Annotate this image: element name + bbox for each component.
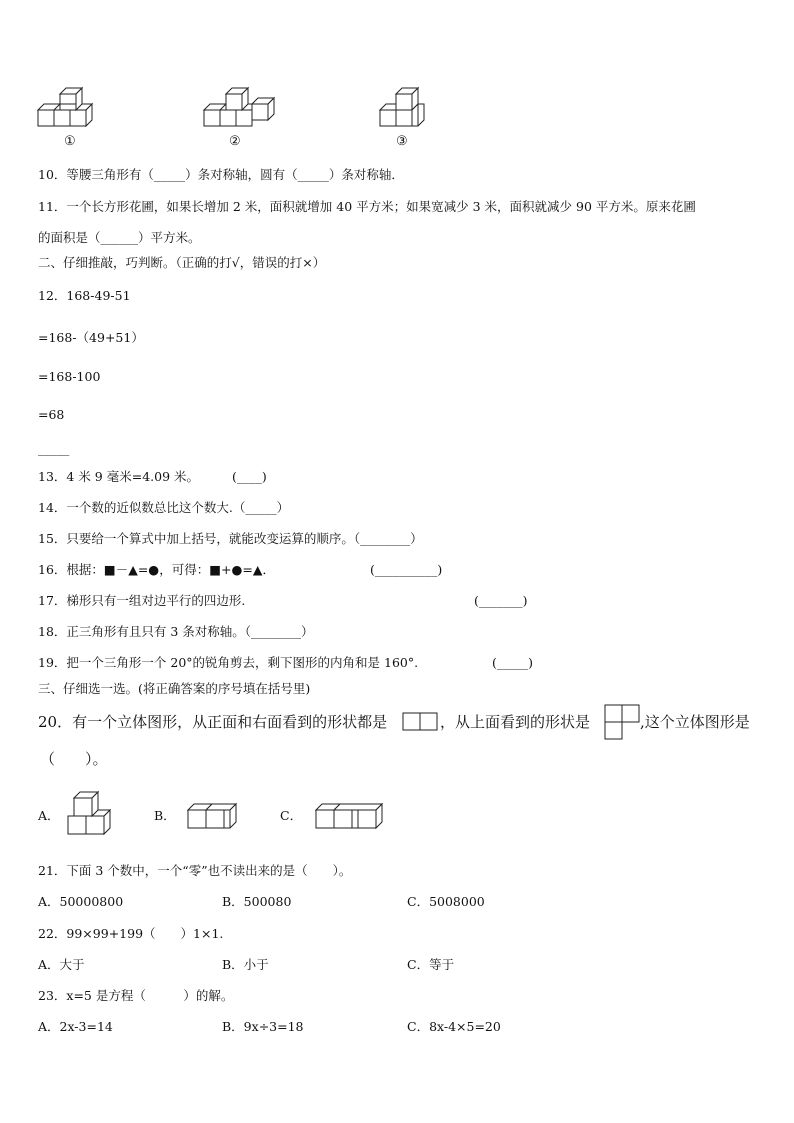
question-19-blank[interactable]: (_____) <box>492 655 534 670</box>
option-a-cube-figure[interactable] <box>66 790 120 836</box>
two-square-view-icon <box>402 712 438 732</box>
question-17-blank[interactable]: (_______) <box>474 593 528 608</box>
section-2-heading: 二、仔细推敲，巧判断。（正确的打√，错误的打×） <box>38 255 326 270</box>
question-22-stem: 22．99×99+199（ ）1×1. <box>38 926 224 941</box>
figure-label-3: ③ <box>396 134 408 149</box>
question-13-blank[interactable]: (____) <box>232 469 267 484</box>
question-11-line-1: 11．一个长方形花圃，如果长增加 2 米，面积就增加 40 平方米；如果宽减少 3 米，面积就减少 90 平方米。原来花圃 <box>38 199 696 214</box>
question-13: 13．4 米 9 毫米=4.09 米。 <box>38 469 200 484</box>
figure-label-2: ② <box>229 134 241 149</box>
question-22-option-a[interactable]: A．大于 <box>38 957 85 972</box>
question-22-option-b[interactable]: B．小于 <box>222 957 269 972</box>
question-12-line-3: =168-100 <box>38 369 101 384</box>
top-view-icon <box>604 704 640 740</box>
cube-figure-2 <box>202 82 274 130</box>
question-20-part-1: 20．有一个立体图形，从正面和右面看到的形状都是 <box>38 713 388 731</box>
question-21-stem: 21．下面 3 个数中，一个“零”也不读出来的是（ ）。 <box>38 863 352 878</box>
question-23-stem: 23．x=5 是方程（ ）的解。 <box>38 988 234 1003</box>
option-b-cube-figure[interactable] <box>186 800 242 832</box>
question-11-line-2: 的面积是（______）平方米。 <box>38 230 201 245</box>
option-a-label[interactable]: A． <box>38 808 60 823</box>
option-c-cube-figure[interactable] <box>314 800 386 832</box>
section-3-heading: 三、仔细选一选。(将正确答案的序号填在括号里) <box>38 681 311 696</box>
question-20-line-2: （ ）。 <box>40 750 108 768</box>
question-20-part-2: ，从上面看到的形状是 <box>440 713 591 731</box>
option-b-label[interactable]: B． <box>154 808 176 823</box>
question-15: 15．只要给一个算式中加上括号，就能改变运算的顺序。（________） <box>38 531 423 546</box>
question-23-option-c[interactable]: C．8x-4×5=20 <box>407 1019 501 1034</box>
question-21-option-a[interactable]: A．50000800 <box>38 894 124 909</box>
question-23-option-b[interactable]: B．9x÷3=18 <box>222 1019 304 1034</box>
question-16: 16．根据：■－▲=●，可得：■+●=▲． <box>38 562 275 577</box>
question-14: 14．一个数的近似数总比这个数大.（_____） <box>38 500 290 515</box>
question-23-option-a[interactable]: A．2x-3=14 <box>38 1019 113 1034</box>
cube-figure-1 <box>36 82 108 130</box>
question-21-option-b[interactable]: B．500080 <box>222 894 292 909</box>
question-22-option-c[interactable]: C．等于 <box>407 957 455 972</box>
question-21-option-c[interactable]: C．5008000 <box>407 894 485 909</box>
question-12-line-2: =168-（49+51） <box>38 330 144 345</box>
question-19: 19．把一个三角形一个 20°的锐角剪去，剩下图形的内角和是 160°. <box>38 655 419 670</box>
question-20-part-3: ,这个立体图形是 <box>640 713 750 731</box>
question-17: 17．梯形只有一组对边平行的四边形. <box>38 593 246 608</box>
question-10: 10．等腰三角形有（_____）条对称轴，圆有（_____）条对称轴． <box>38 167 404 182</box>
cube-figure-3 <box>378 82 438 130</box>
figure-label-1: ① <box>64 134 76 149</box>
question-16-blank[interactable]: (__________) <box>370 562 443 577</box>
question-12-blank[interactable]: _____ <box>38 441 70 456</box>
question-12-line-1: 12．168-49-51 <box>38 288 131 303</box>
question-18: 18．正三角形有且只有 3 条对称轴。（________） <box>38 624 314 639</box>
option-c-label[interactable]: C． <box>280 808 303 823</box>
question-12-line-4: =68 <box>38 407 65 422</box>
